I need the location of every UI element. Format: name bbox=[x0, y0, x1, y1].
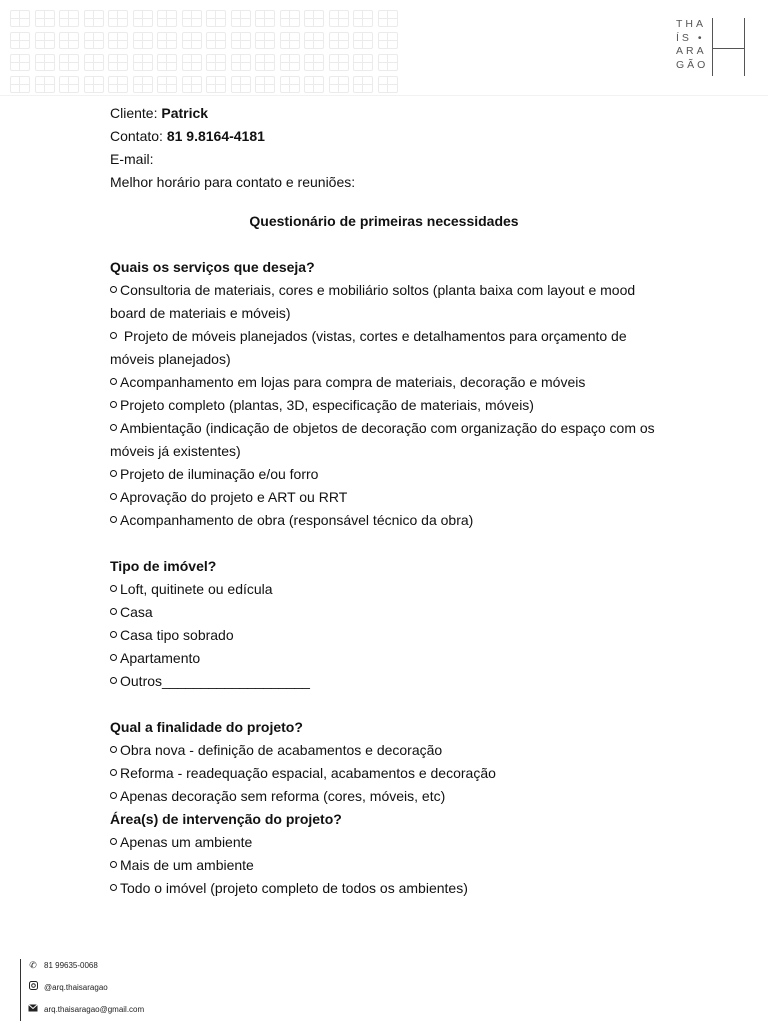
pattern-tile bbox=[182, 54, 202, 71]
circle-bullet-icon bbox=[110, 792, 117, 799]
document-body bbox=[110, 102, 660, 900]
circle-bullet-icon bbox=[110, 493, 117, 500]
pattern-tile bbox=[133, 10, 153, 27]
option-label: Projeto de móveis planejados (vistas, cortes e detalhamentos para orçamento de móveis planejados) bbox=[110, 328, 627, 367]
option-item bbox=[110, 463, 660, 486]
option-label: Projeto completo (plantas, 3D, especificação de materiais, móveis) bbox=[120, 397, 534, 413]
pattern-tile bbox=[206, 76, 226, 93]
pattern-tile bbox=[206, 32, 226, 49]
property-type-options bbox=[110, 578, 660, 693]
footer-phone bbox=[28, 958, 98, 972]
pattern-tile bbox=[84, 32, 104, 49]
pattern-tile bbox=[84, 76, 104, 93]
purpose-options bbox=[110, 739, 660, 808]
contact-label: Contato: bbox=[110, 128, 167, 144]
phone-icon: ✆ bbox=[29, 960, 37, 970]
option-label: Loft, quitinete ou edícula bbox=[120, 581, 273, 597]
contact-line bbox=[110, 125, 660, 148]
services-options bbox=[110, 279, 660, 532]
circle-bullet-icon bbox=[110, 424, 117, 431]
option-item bbox=[110, 325, 660, 371]
pattern-tile bbox=[59, 76, 79, 93]
option-item bbox=[110, 762, 660, 785]
option-label: Obra nova - definição de acabamentos e decoração bbox=[120, 742, 443, 758]
option-label: Reforma - readequação espacial, acabamentos e decoração bbox=[120, 765, 496, 781]
pattern-tile bbox=[157, 76, 177, 93]
pattern-tile bbox=[35, 76, 55, 93]
option-label: Ambientação (indicação de objetos de decoração com organização do espaço com os móveis já existentes) bbox=[110, 420, 655, 459]
pattern-tile bbox=[133, 76, 153, 93]
option-item bbox=[110, 670, 660, 693]
pattern-tile bbox=[231, 32, 251, 49]
option-item bbox=[110, 854, 660, 877]
client-label: Cliente: bbox=[110, 105, 162, 121]
footer-bar bbox=[20, 959, 21, 1021]
pattern-tile bbox=[378, 10, 398, 27]
option-label: Acompanhamento em lojas para compra de materiais, decoração e móveis bbox=[120, 374, 586, 390]
pattern-tile bbox=[329, 10, 349, 27]
contact-value: 81 9.8164-4181 bbox=[166, 128, 265, 144]
option-label: Mais de um ambiente bbox=[120, 857, 254, 873]
option-item bbox=[110, 509, 660, 532]
pattern-tile bbox=[59, 54, 79, 71]
option-item bbox=[110, 647, 660, 670]
circle-bullet-icon bbox=[110, 401, 117, 408]
instagram-icon bbox=[28, 980, 38, 994]
option-item bbox=[110, 486, 660, 509]
pattern-tile bbox=[304, 54, 324, 71]
pattern-tile bbox=[255, 54, 275, 71]
option-label: Casa bbox=[120, 604, 153, 620]
circle-bullet-icon bbox=[110, 286, 117, 293]
option-item bbox=[110, 394, 660, 417]
pattern-tile bbox=[280, 32, 300, 49]
option-item bbox=[110, 601, 660, 624]
pattern-tile bbox=[255, 76, 275, 93]
circle-bullet-icon bbox=[110, 585, 117, 592]
pattern-tile bbox=[353, 76, 373, 93]
footer-instagram-text: @arq.thaisaragao bbox=[44, 983, 108, 992]
pattern-tile bbox=[35, 54, 55, 71]
footer-contacts bbox=[20, 957, 280, 1024]
circle-bullet-icon bbox=[110, 677, 117, 684]
option-item bbox=[110, 739, 660, 762]
pattern-tile bbox=[182, 76, 202, 93]
pattern-tile bbox=[280, 76, 300, 93]
email-icon bbox=[28, 1002, 38, 1016]
pattern-tile bbox=[59, 10, 79, 27]
circle-bullet-icon bbox=[110, 884, 117, 891]
option-label: Projeto de iluminação e/ou forro bbox=[120, 466, 319, 482]
footer-email bbox=[28, 1002, 144, 1016]
pattern-tile bbox=[255, 10, 275, 27]
pattern-tile bbox=[133, 54, 153, 71]
services-question: Quais os serviços que deseja? bbox=[110, 259, 315, 275]
area-options bbox=[110, 831, 660, 900]
pattern-tile bbox=[133, 32, 153, 49]
option-label: Apartamento bbox=[120, 650, 201, 666]
pattern-tile bbox=[304, 76, 324, 93]
pattern-tile bbox=[157, 10, 177, 27]
circle-bullet-icon bbox=[110, 838, 117, 845]
pattern-tile bbox=[182, 10, 202, 27]
pattern-tile bbox=[108, 10, 128, 27]
pattern-tile bbox=[255, 32, 275, 49]
pattern-tile bbox=[329, 54, 349, 71]
brand-logo bbox=[676, 18, 746, 80]
circle-bullet-icon bbox=[110, 378, 117, 385]
client-value: Patrick bbox=[161, 105, 209, 121]
pattern-tile bbox=[84, 54, 104, 71]
option-label: Acompanhamento de obra (responsável técnico da obra) bbox=[120, 512, 474, 528]
pattern-tile bbox=[108, 76, 128, 93]
pattern-tile bbox=[35, 10, 55, 27]
pattern-tile bbox=[10, 32, 30, 49]
pattern-tile bbox=[35, 32, 55, 49]
pattern-tile bbox=[353, 54, 373, 71]
option-label: Apenas decoração sem reforma (cores, móveis, etc) bbox=[120, 788, 446, 804]
pattern-tile bbox=[280, 54, 300, 71]
pattern-tile bbox=[108, 32, 128, 49]
property-type-question: Tipo de imóvel? bbox=[110, 558, 217, 574]
client-line bbox=[110, 102, 660, 125]
pattern-tile bbox=[378, 76, 398, 93]
option-item bbox=[110, 417, 660, 463]
pattern-tile bbox=[280, 10, 300, 27]
pattern-tile bbox=[10, 10, 30, 27]
pattern-tile bbox=[329, 32, 349, 49]
option-label: Casa tipo sobrado bbox=[120, 627, 234, 643]
option-item bbox=[110, 578, 660, 601]
option-item bbox=[110, 877, 660, 900]
option-label: Aprovação do projeto e ART ou RRT bbox=[120, 489, 348, 505]
circle-bullet-icon bbox=[110, 608, 117, 615]
option-item bbox=[110, 624, 660, 647]
pattern-tile bbox=[231, 54, 251, 71]
logo-mark bbox=[712, 18, 746, 76]
pattern-tile bbox=[59, 32, 79, 49]
option-label: Apenas um ambiente bbox=[120, 834, 253, 850]
pattern-tile bbox=[84, 10, 104, 27]
header-divider bbox=[0, 95, 768, 96]
area-question: Área(s) de intervenção do projeto? bbox=[110, 811, 342, 827]
pattern-tile bbox=[206, 54, 226, 71]
option-item bbox=[110, 371, 660, 394]
footer-email-text: arq.thaisaragao@gmail.com bbox=[44, 1005, 145, 1014]
pattern-tile bbox=[108, 54, 128, 71]
pattern-tile bbox=[157, 54, 177, 71]
questionnaire-title: Questionário de primeiras necessidades bbox=[249, 213, 519, 229]
circle-bullet-icon bbox=[110, 332, 117, 339]
pattern-tile bbox=[231, 10, 251, 27]
header-pattern bbox=[10, 10, 402, 98]
pattern-tile bbox=[231, 76, 251, 93]
option-item bbox=[110, 785, 660, 808]
email-label: E-mail: bbox=[110, 151, 154, 167]
footer-instagram bbox=[28, 980, 108, 994]
circle-bullet-icon bbox=[110, 769, 117, 776]
circle-bullet-icon bbox=[110, 470, 117, 477]
pattern-tile bbox=[206, 10, 226, 27]
pattern-tile bbox=[10, 76, 30, 93]
option-label: Outros___________________ bbox=[120, 673, 310, 689]
circle-bullet-icon bbox=[110, 861, 117, 868]
circle-bullet-icon bbox=[110, 746, 117, 753]
circle-bullet-icon bbox=[110, 516, 117, 523]
option-item bbox=[110, 831, 660, 854]
logo-text: THA ÍS • ARA GÃO bbox=[676, 18, 709, 71]
circle-bullet-icon bbox=[110, 631, 117, 638]
pattern-tile bbox=[304, 32, 324, 49]
circle-bullet-icon bbox=[110, 654, 117, 661]
pattern-tile bbox=[182, 32, 202, 49]
option-label: Todo o imóvel (projeto completo de todos os ambientes) bbox=[120, 880, 468, 896]
pattern-tile bbox=[353, 10, 373, 27]
footer-phone-text: 81 99635-0068 bbox=[44, 961, 98, 970]
option-label: Consultoria de materiais, cores e mobiliário soltos (planta baixa com layout e mood board de materiais e móveis) bbox=[110, 282, 636, 321]
option-item bbox=[110, 279, 660, 325]
pattern-tile bbox=[378, 32, 398, 49]
pattern-tile bbox=[10, 54, 30, 71]
pattern-tile bbox=[353, 32, 373, 49]
purpose-question: Qual a finalidade do projeto? bbox=[110, 719, 303, 735]
pattern-tile bbox=[304, 10, 324, 27]
pattern-tile bbox=[378, 54, 398, 71]
best-time-label: Melhor horário para contato e reuniões: bbox=[110, 174, 356, 190]
pattern-tile bbox=[329, 76, 349, 93]
pattern-tile bbox=[157, 32, 177, 49]
